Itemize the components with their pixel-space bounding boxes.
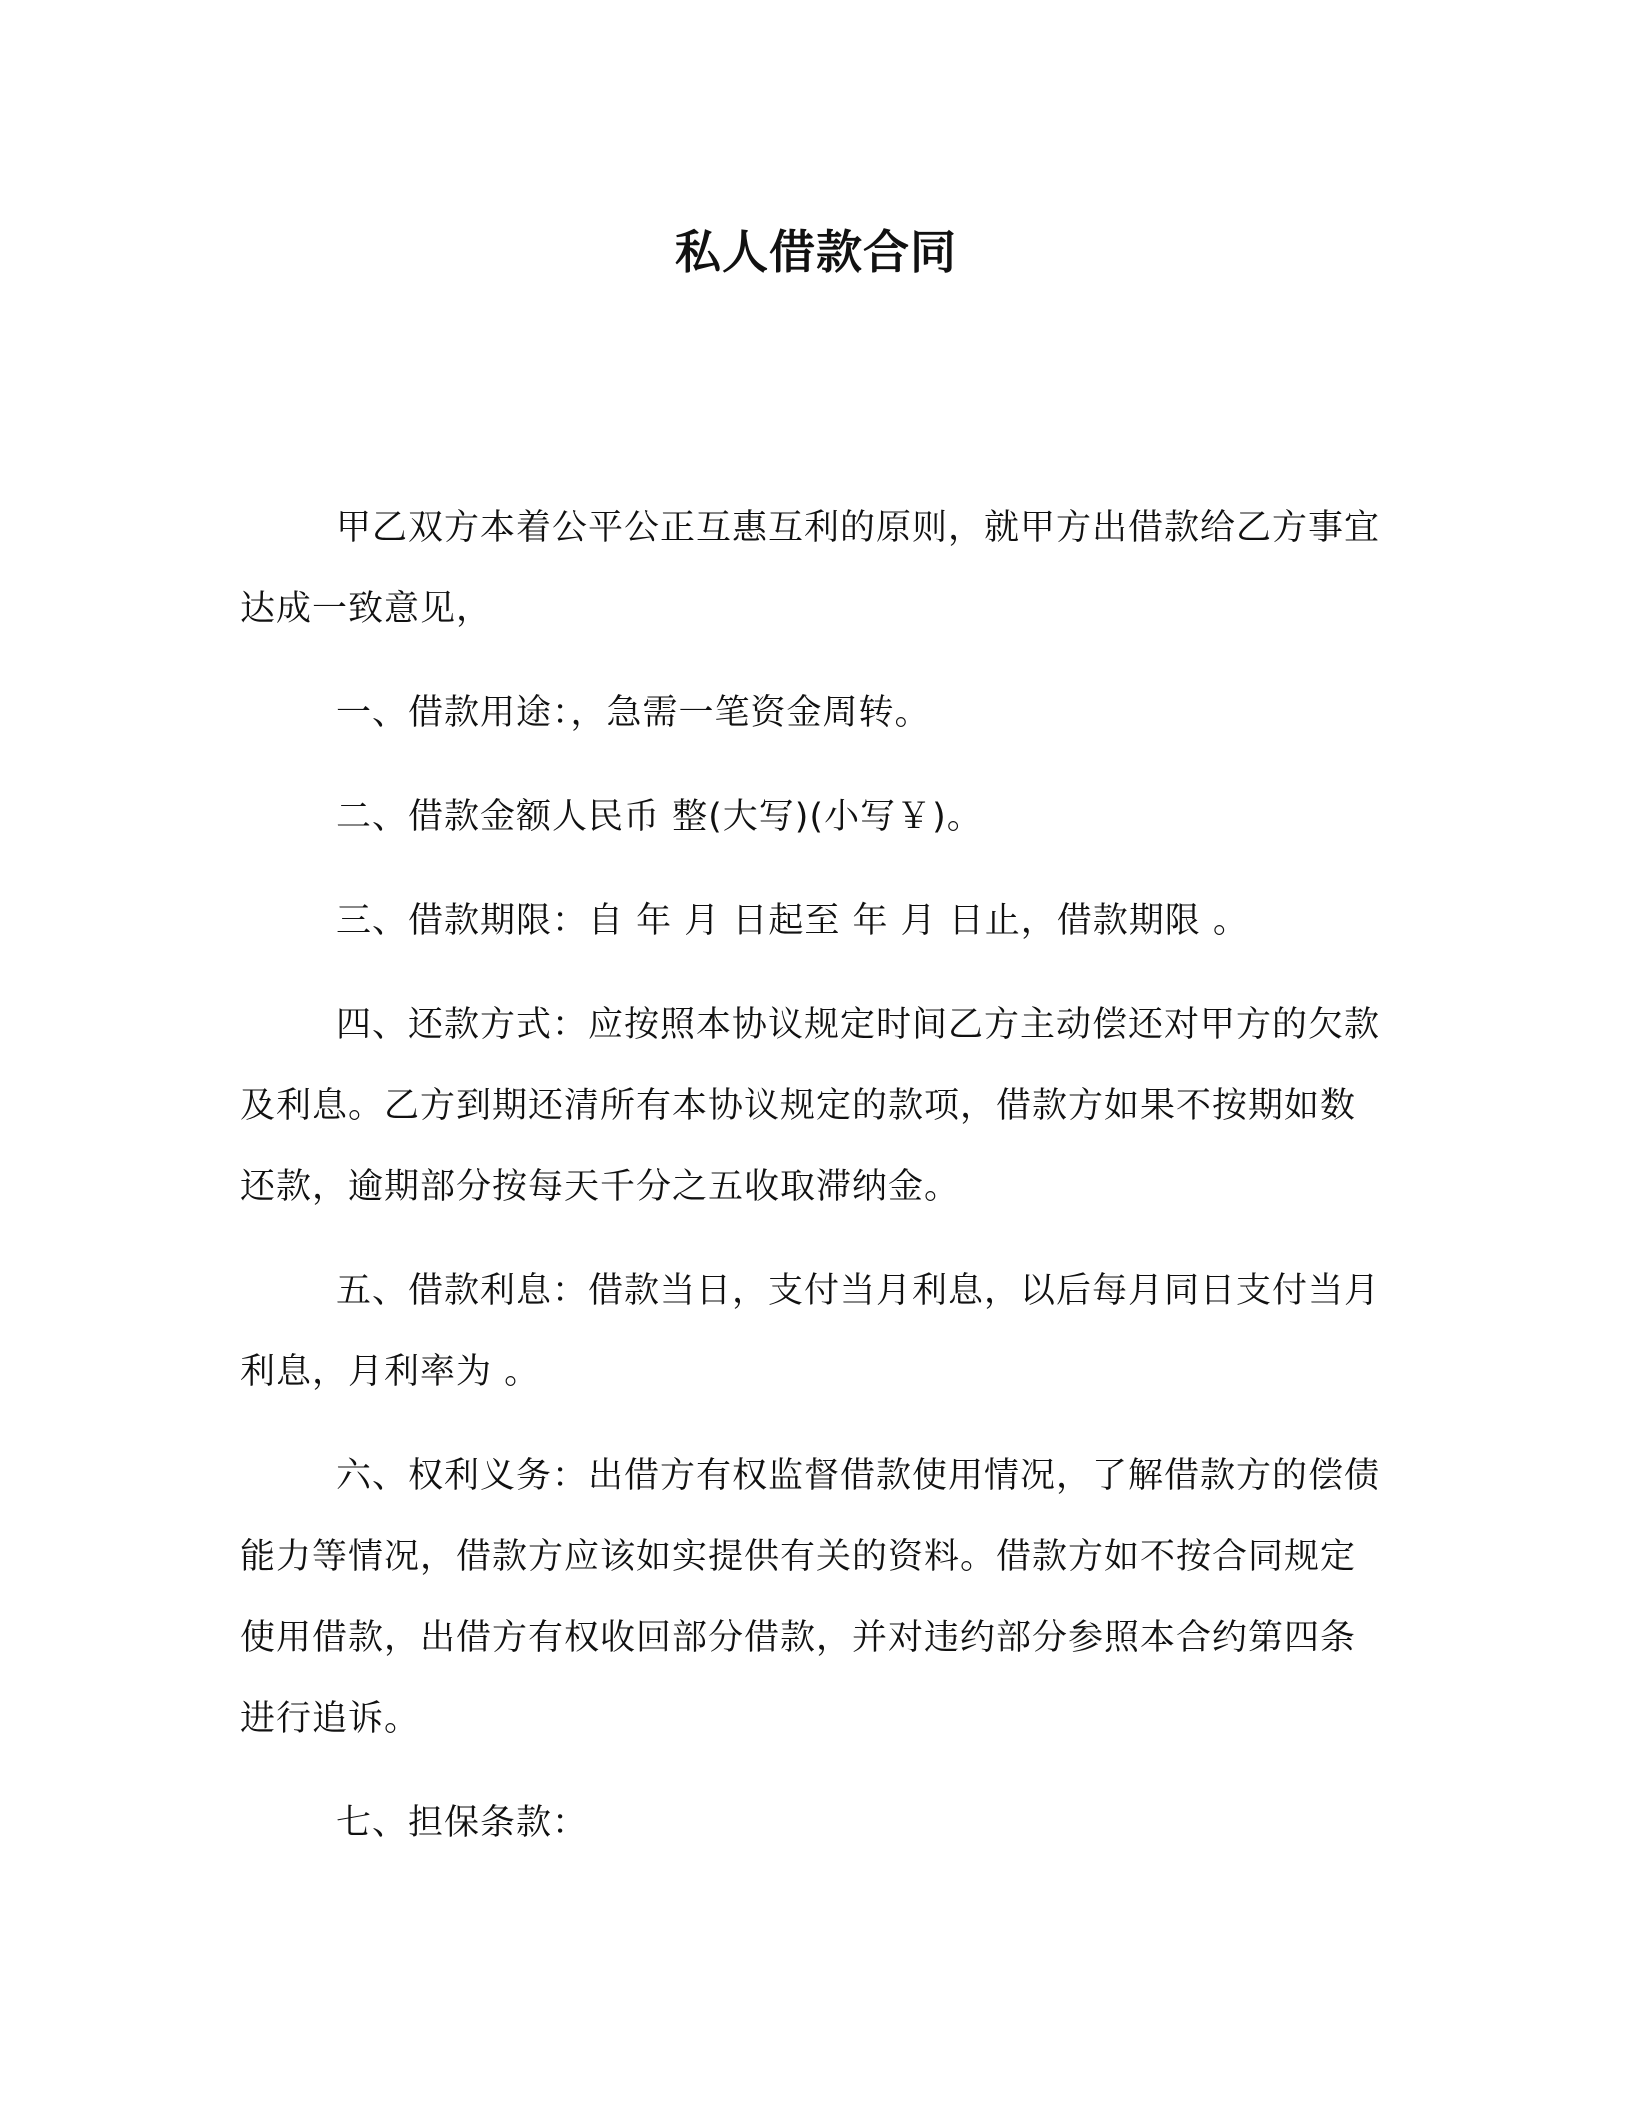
document-body [240, 488, 1380, 1864]
clause-loan-amount: 二、借款金额人民币 整(大写)(小写￥)。 [336, 797, 983, 837]
clause-loan-term: 三、借款期限：自 年 月 日起至 年 月 日止，借款期限 。 [336, 901, 1249, 941]
clause-guarantee: 七、担保条款： [336, 1803, 589, 1843]
document-title: 私人借款合同 [675, 225, 957, 279]
clause-rights-obligations: 六、权利义务：出借方有权监督借款使用情况，了解借款方的偿债能力等情况，借款方应该如实提供有关的资料。借款方如不按合同规定使用借款，出借方有权收回部分借款，并对违约部分参照本合约第四条进行追诉。 [240, 1456, 1381, 1739]
clause-repayment-method: 四、还款方式：应按照本协议规定时间乙方主动偿还对甲方的欠款及利息。乙方到期还清所有本协议规定的款项，借款方如果不按期如数还款，逾期部分按每天千分之五收取滞纳金。 [240, 1005, 1381, 1207]
clause-loan-interest: 五、借款利息：借款当日，支付当月利息，以后每月同日支付当月利息，月利率为 。 [240, 1271, 1381, 1392]
intro-paragraph: 甲乙双方本着公平公正互惠互利的原则，就甲方出借款给乙方事宜达成一致意见， [240, 508, 1381, 629]
clause-loan-purpose: 一、借款用途：，急需一笔资金周转。 [336, 693, 931, 733]
